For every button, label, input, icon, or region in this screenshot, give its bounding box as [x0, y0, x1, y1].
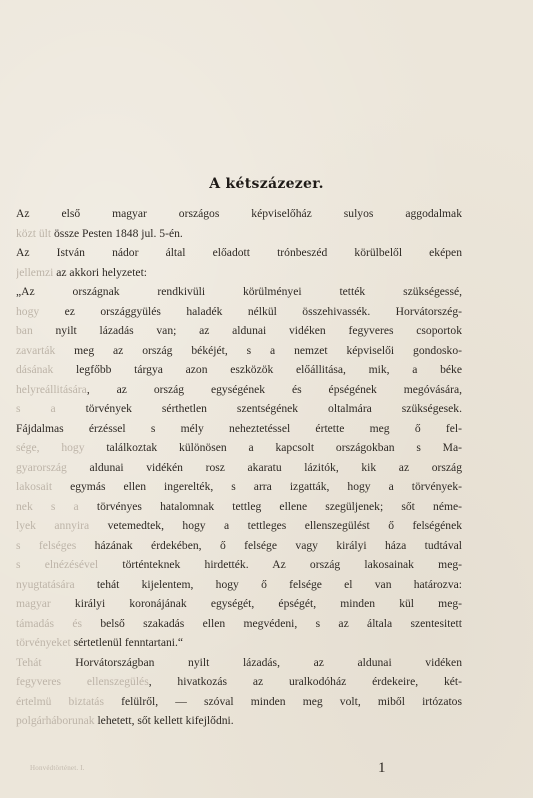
- signature-mark: Honvédtörténet. I.: [30, 764, 85, 772]
- faded-text: törvényeket: [16, 636, 71, 649]
- text-line: [16, 341, 462, 361]
- text-line: [16, 302, 462, 322]
- line-text: tehát kijelentem, hogy ő felsége el van határozva:: [74, 577, 462, 591]
- line-text: nyilt lázadás van; az aldunai vidéken fegyveres csoportok: [32, 324, 462, 337]
- page-number: 1: [378, 760, 386, 776]
- text-line: [16, 224, 462, 244]
- text-line: [16, 458, 462, 478]
- faded-text: s felséges: [16, 538, 77, 552]
- text-line: [16, 711, 462, 731]
- line-text: , hivatkozás az uralkodóház érdekeire, két-: [148, 675, 462, 688]
- faded-text: hogy: [16, 304, 40, 318]
- faded-text: Tehát: [16, 655, 42, 669]
- line-text: Horvátországban nyilt lázadás, az aldunai vidéken: [41, 655, 462, 669]
- text-line: [16, 516, 462, 536]
- line-text: , az ország egységének és épségének megóvására,: [86, 382, 462, 396]
- line-text: találkoztak különösen a kapcsolt országokban s Ma-: [84, 441, 462, 454]
- line-text: törvényes hatalomnak tettleg ellene szegüljenek; sőt néme-: [78, 499, 462, 513]
- text-line: [16, 321, 462, 341]
- text-line: [16, 633, 462, 653]
- line-text: lehetett, sőt kellett kifejlődni.: [94, 714, 234, 727]
- text-line: [16, 282, 462, 302]
- faded-text: fegyveres ellenszegülés: [16, 675, 149, 688]
- text-line: [16, 438, 462, 458]
- text-line: [16, 243, 462, 263]
- faded-text: dásának: [16, 363, 54, 376]
- faded-text: ban: [16, 324, 33, 337]
- faded-text: zavarták: [16, 343, 56, 357]
- line-text: Az első magyar országos képviselőház sulyos aggodalmak: [16, 207, 462, 220]
- page-footer: [16, 762, 462, 782]
- line-text: királyi koronájának egységét, épségét, minden kül meg-: [50, 597, 462, 610]
- text-line: [16, 536, 462, 556]
- faded-text: helyreállitására: [16, 382, 87, 396]
- text-line: [16, 594, 462, 614]
- text-line: [16, 555, 462, 575]
- line-text: legfőbb tárgya azon eszközök előállitása, mik, a béke: [53, 363, 462, 376]
- text-line: [16, 204, 462, 224]
- faded-text: nek s a: [16, 499, 79, 513]
- text-line: [16, 263, 462, 283]
- faded-text: nyugtatására: [16, 577, 75, 591]
- text-line: [16, 419, 462, 439]
- text-line: [16, 399, 462, 419]
- line-text: vetemedtek, hogy a tettleges ellenszegülést ő felségének: [89, 519, 462, 532]
- line-text: házának érdekében, ő felsége vagy királyi háza tudtával: [76, 538, 462, 552]
- faded-text: lyek annyira: [16, 519, 90, 532]
- faded-text: polgárháborunak: [16, 714, 95, 727]
- text-line: [16, 497, 462, 517]
- line-text: ez országgyülés haladék nélkül összehivassék. Horvátorszég-: [39, 304, 462, 318]
- faded-text: s a: [16, 402, 56, 415]
- faded-text: sége, hogy: [16, 441, 85, 454]
- body-text: [16, 204, 462, 731]
- line-text: belső szakadás ellen megvédeni, s az általa szentesitett: [81, 616, 462, 630]
- faded-text: értelmü biztatás: [16, 694, 104, 708]
- line-text: egymás ellen ingerelték, s arra izgatták, hogy a törvények-: [52, 480, 462, 493]
- text-line: [16, 360, 462, 380]
- line-text: meg az ország békéjét, s a nemzet képviselői gondosko-: [55, 343, 462, 357]
- line-text: össze Pesten 1848 jul. 5-én.: [51, 226, 183, 240]
- text-line: [16, 614, 462, 634]
- line-text: felülről, — szóval minden meg volt, miből irtózatos: [103, 694, 462, 708]
- line-text: sértetlenül fenntartani.“: [70, 636, 184, 649]
- line-text: történteknek hirdették. Az ország lakosainak meg-: [98, 558, 462, 571]
- faded-text: támadás és: [16, 616, 82, 630]
- chapter-title: A kétszázezer.: [209, 176, 324, 192]
- text-line: [16, 672, 462, 692]
- faded-text: lakosait: [16, 480, 53, 493]
- line-text: „Az országnak rendkivüli körülményei tették szükségessé,: [16, 285, 462, 298]
- faded-text: gyarország: [16, 460, 67, 474]
- faded-text: s elnézésével: [16, 558, 99, 571]
- faded-text: közt ült: [16, 226, 52, 240]
- faded-text: jellemzi: [16, 265, 54, 279]
- line-text: Az István nádor által előadott trónbeszéd körülbelől eképen: [16, 246, 462, 259]
- text-line: [16, 477, 462, 497]
- line-text: törvények sérthetlen szentségének oltalmára szükségesek.: [55, 402, 462, 415]
- text-line: [16, 380, 462, 400]
- text-line: [16, 653, 462, 673]
- faded-text: magyar: [16, 597, 51, 610]
- line-text: Fájdalmas érzéssel s mély neheztetéssel értette meg ő fel-: [16, 421, 462, 435]
- line-text: aldunai vidékén rosz akaratu lázitók, kik az ország: [66, 460, 462, 474]
- text-line: [16, 575, 462, 595]
- text-line: [16, 692, 462, 712]
- line-text: az akkori helyzetet:: [53, 265, 148, 279]
